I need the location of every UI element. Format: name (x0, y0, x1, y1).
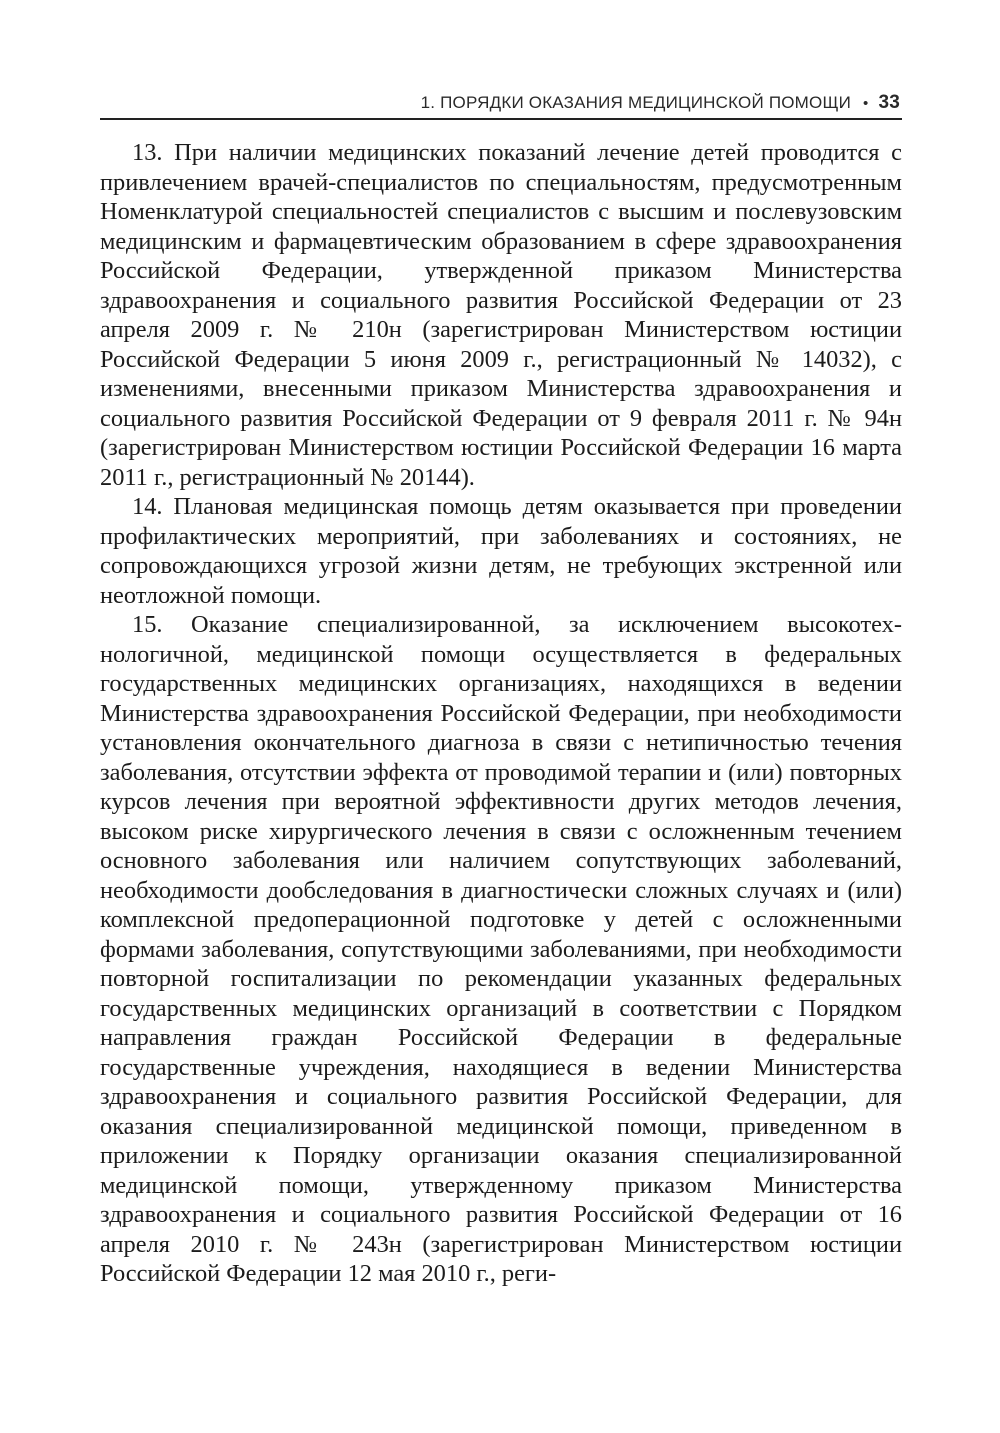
running-header-content (421, 92, 900, 114)
body-text (100, 138, 902, 1289)
page-number: 33 (878, 92, 900, 113)
paragraph-15: 15. Оказание специализированной, за исключением высокотехнологичной, медицинской помощи осуществляется в федеральных государственных медицинских организациях, находящихся в ведении Министерства здравоохранения Российской Федерации, при необходимости установления окончательного диагноза в связи с нетипичностью течения заболевания, отсутствии эффекта от проводимой терапии и (или) повторных курсов лечения при вероятной эффективности других методов лечения, высоком риске хирургического лечения в связи с осложненным течением основного заболевания или наличием сопутствующих заболеваний, необходимости дообследования в диагностически сложных случаях и (или) комплексной предоперационной подготовке у детей с осложненными формами заболевания, сопутствующими заболеваниями, при необходимости повторной госпитализации по рекомендации указанных федеральных государственных медицинских организаций в соответствии с Порядком направления граждан Российской Федерации в федеральные государственные учреждения, находящиеся в ведении Министерства здравоохранения и социального развития Российской Федерации, для оказания специализированной медицинской помощи, приведенном в приложении к Порядку организации оказания специализированной медицинской помощи, утвержденному приказом Министерства здравоохранения и социального развития Российской Федерации от 16 апреля 2010 г. № 243н (зарегистрирован Министерством юстиции Российской Федерации 12 мая 2010 г., реги- (100, 611, 902, 1287)
section-title: 1. ПОРЯДКИ ОКАЗАНИЯ МЕДИЦИНСКОЙ ПОМОЩИ (420, 93, 851, 112)
bullet-separator: • (863, 95, 869, 112)
paragraph-13: 13. При наличии медицинских показаний лечение детей проводится с привлечением врачей-специалистов по специальностям, предусмотренным Номенклатурой специальностей специалистов с высшим и послевузовским медицинским и фармацевтическим образованием в сфере здравоохранения Российской Федерации, утвержденной приказом Министерства здравоохранения и социального развития Российской Федерации от 23 апреля 2009 г. № 210н (зарегистрирован Министерством юстиции Российской Федерации 5 июня 2009 г., регистрационный № 14032), с изменениями, внесенными приказом Министерства здравоохранения и социального развития Российской Федерации от 9 февраля 2011 г. № 94н (зарегистрирован Министерством юстиции Российской Федерации 16 марта 2011 г., регистрационный № 20144). (100, 139, 902, 491)
running-header (100, 84, 902, 120)
paragraph-14: 14. Плановая медицинская помощь детям оказывается при проведении профилактических мероприятий, при заболеваниях и состояниях, не сопровождающихся угрозой жизни детям, не требующих экстренной или неотложной помощи. (100, 493, 902, 609)
